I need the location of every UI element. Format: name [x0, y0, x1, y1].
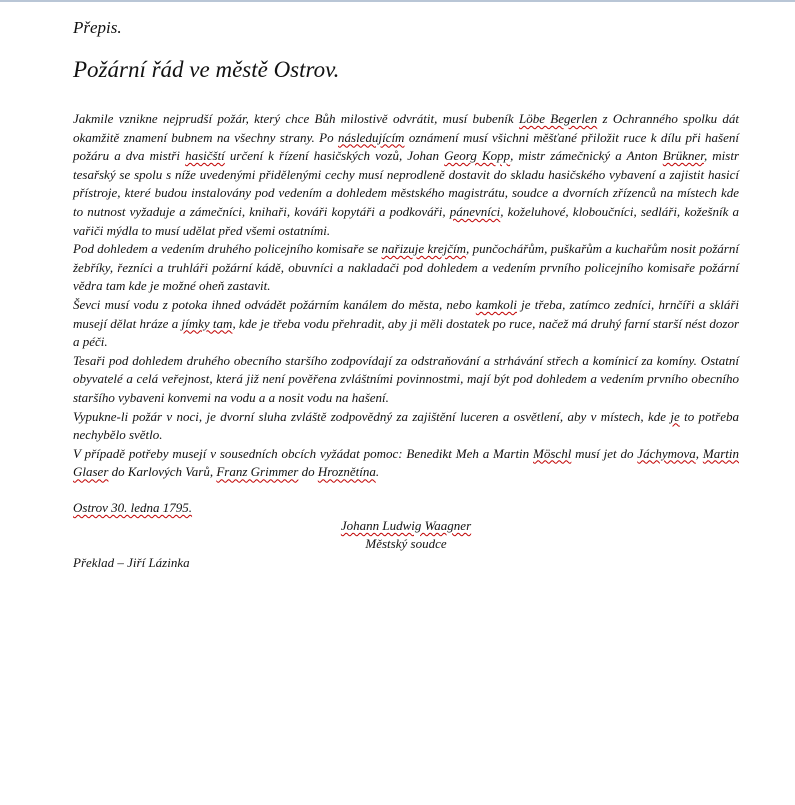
body-paragraph: [73, 445, 739, 482]
document-title: Požární řád ve městě Ostrov.: [73, 57, 340, 82]
text-segment: Jakmile vznikne nejprudší požár, který chce Bůh milostivě odvrátit, musí bubeník: [73, 111, 519, 126]
text-segment: , mistr zámečnický a Anton: [510, 148, 663, 164]
body-paragraph: [73, 408, 739, 445]
page-top-rule: [0, 0, 795, 2]
text-segment: ,: [695, 445, 703, 461]
signature-role: Městský soudce: [365, 536, 447, 552]
text-segment: určení k řízení hasičských vozů, Johan: [224, 148, 445, 164]
date-text: Ostrov 30. ledna 1795.: [73, 499, 193, 515]
flagged-word: nařizuje krejčím: [381, 241, 467, 257]
signature-name: Johann Ludwig Waagner: [340, 517, 472, 533]
document-date: [73, 500, 739, 516]
body-paragraph: [73, 352, 739, 408]
text-segment: , punčochářům, puškařům a kuchařům nosit požární žebříky, řezníci a truhláři požární kádě, obuvníci a nakladači pod dohledem a vedením prvního policejního komisaře požární vědra tam kde je možné oheň zastavit.: [73, 241, 739, 294]
text-segment: oznámení musí všichni měšťané přiložit ruce k dílu při hašení požáru a dva mistři: [73, 129, 740, 164]
text-segment: .: [375, 464, 380, 480]
signature-block: [73, 517, 739, 554]
document-page: [73, 18, 739, 571]
flagged-word: Möschl: [533, 445, 572, 461]
flagged-word: Franz Grimmer: [216, 464, 299, 480]
document-body: [73, 110, 739, 482]
text-segment: to potřeba nechybělo světlo.: [73, 408, 739, 443]
translation-credit: [73, 555, 739, 571]
flagged-word: pánevníci: [449, 203, 501, 219]
flagged-word: Löbe Begerlen: [519, 111, 598, 126]
text-segment: Tesaři pod dohledem druhého obecního staršího zodpovídají za odstraňování a strhávání střech a komínicí za komíny. Ostatní obyvatelé a celá veřejnost, která již není pověřena zvláštními povinnostmi, mají být pod dohledem a vedením prvního obecního staršího vybaveni konvemi na vodu a a nosit vodu na hašení.: [73, 352, 739, 405]
flagged-word: kamkoli: [475, 296, 517, 312]
text-segment: , koželuhové, kloboučníci, sedláři, kožešník a vařiči mýdla to musí udělat před všemi ostatními.: [73, 203, 739, 238]
flagged-word: následujícím: [338, 129, 405, 145]
flagged-word: je: [670, 408, 680, 424]
text-segment: Vypukne-li požár v noci, je dvorní sluha zvláště zodpovědný za zajištění luceren a osvětlení, aby v místech, kde: [73, 408, 671, 424]
body-paragraph: [73, 296, 739, 352]
text-segment: , kde je třeba vodu přehradit, aby ji měli dostatek po ruce, načež má druhý farní starší nést dozor a péči.: [73, 315, 739, 350]
text-segment: do: [298, 464, 318, 480]
flagged-word: Jáchymova: [637, 445, 696, 461]
text-segment: V případě potřeby musejí v sousedních obcích vyžádat pomoc: Benedikt Meh a Martin: [73, 445, 534, 461]
translation-text: Překlad – Jiří Lázinka: [73, 555, 190, 571]
flagged-word: Georg Kopp: [444, 148, 511, 164]
body-paragraph: [73, 240, 739, 296]
body-paragraph: [73, 110, 739, 240]
text-segment: Ševci musí vodu z potoka ihned odvádět požárním kanálem do města, nebo: [73, 296, 476, 312]
text-segment: je třeba, zatímco zedníci, hrnčíři a skláři musejí dělat hráze a: [73, 296, 740, 331]
text-segment: Pod dohledem a vedením druhého policejního komisaře se: [73, 241, 382, 257]
text-segment: do Karlových Varů,: [108, 464, 217, 480]
flagged-word: hasičští: [185, 148, 225, 164]
flagged-word: Brükner: [662, 148, 704, 164]
transcript-label: Přepis.: [73, 18, 122, 37]
flagged-word: Martin Glaser: [73, 445, 739, 480]
text-segment: z Ochranného spolku dát okamžitě znamení bubnem na všechny strany. Po: [73, 111, 740, 145]
flagged-word: jímky tam: [181, 315, 233, 331]
text-segment: , mistr tesařský se spolu s níže uvedenými přidělenými cechy musí neprodleně dostavit do skladu hasičského vybavení a zajistit hasicí přístroje, které budou instalovány pod vedením a dohledem městského magistrátu, soudce a dvorních zřízenců na místech kde to nutnost vyžaduje a zámečníci, knihaři, kováři kopytáři a podkováři,: [73, 148, 740, 219]
text-segment: musí jet do: [571, 445, 638, 461]
flagged-word: Hroznětína: [317, 464, 376, 480]
